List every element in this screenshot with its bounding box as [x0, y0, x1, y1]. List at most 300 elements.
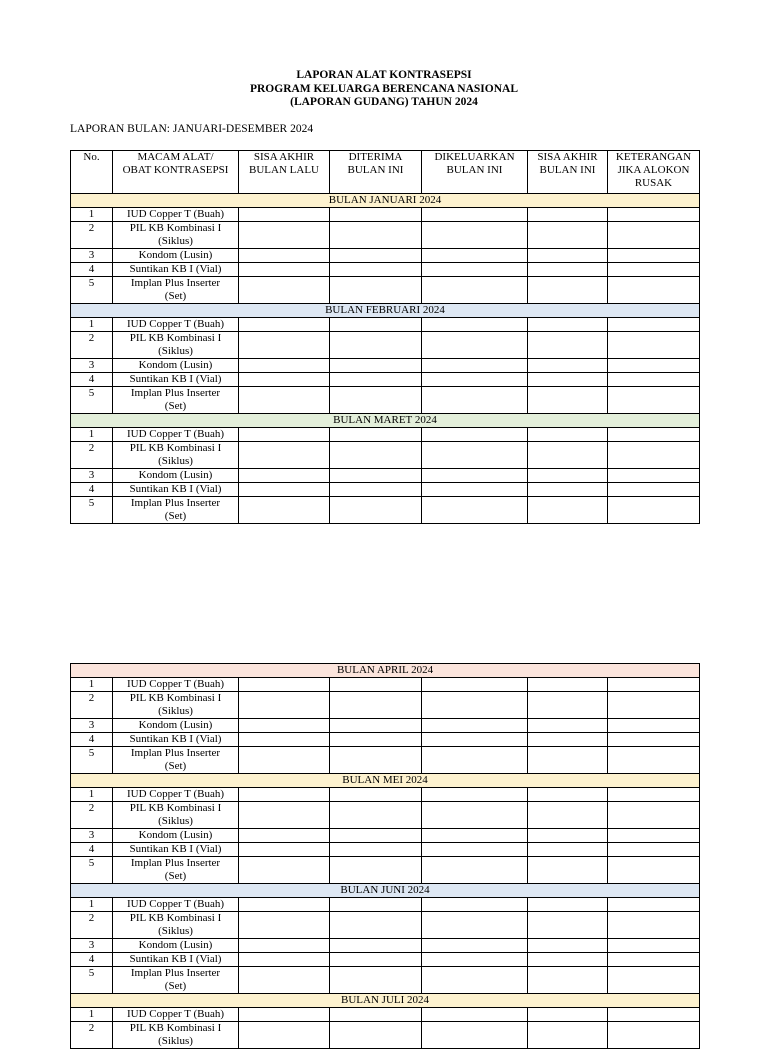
table-row — [71, 733, 700, 747]
item-name-line: Implan Plus Inserter — [130, 387, 221, 399]
item-number: 1 — [71, 788, 113, 802]
sisa-lalu-cell[interactable] — [239, 263, 330, 277]
month-section-row — [71, 414, 700, 428]
keterangan-cell[interactable] — [608, 857, 700, 884]
header-diterima-line: BULAN INI — [347, 164, 404, 176]
dikeluarkan-cell[interactable] — [422, 692, 528, 719]
item-name — [113, 373, 239, 387]
item-name-line: Suntikan KB I (Vial) — [129, 373, 222, 385]
header-sisa-ini-line: BULAN INI — [539, 164, 596, 176]
table-row — [71, 497, 700, 524]
diterima-cell[interactable] — [330, 912, 422, 939]
dikeluarkan-cell[interactable] — [422, 442, 528, 469]
item-number: 3 — [71, 939, 113, 953]
header-macam — [113, 151, 239, 194]
diterima-cell[interactable] — [330, 692, 422, 719]
sisa-lalu-cell[interactable] — [239, 1008, 330, 1022]
sisa-lalu-cell[interactable] — [239, 678, 330, 692]
item-name-line: (Siklus) — [158, 235, 193, 247]
dikeluarkan-cell[interactable] — [422, 719, 528, 733]
item-number: 4 — [71, 953, 113, 967]
item-name — [113, 332, 239, 359]
dikeluarkan-cell[interactable] — [422, 843, 528, 857]
item-name — [113, 249, 239, 263]
header-row — [71, 151, 700, 194]
item-name-line: PIL KB Kombinasi I — [129, 442, 222, 454]
sisa-ini-cell[interactable] — [528, 263, 608, 277]
sisa-ini-cell[interactable] — [528, 788, 608, 802]
sisa-ini-cell[interactable] — [528, 483, 608, 497]
header-dikeluarkan-line: BULAN INI — [446, 164, 503, 176]
month-label: BULAN JANUARI 2024 — [71, 194, 700, 208]
sisa-ini-cell[interactable] — [528, 857, 608, 884]
sisa-lalu-cell[interactable] — [239, 788, 330, 802]
item-number: 2 — [71, 1022, 113, 1049]
sisa-ini-cell[interactable] — [528, 1008, 608, 1022]
diterima-cell[interactable] — [330, 843, 422, 857]
diterima-cell[interactable] — [330, 939, 422, 953]
item-number: 2 — [71, 692, 113, 719]
diterima-cell[interactable] — [330, 208, 422, 222]
sisa-lalu-cell[interactable] — [239, 222, 330, 249]
item-name-line: Kondom (Lusin) — [138, 939, 213, 951]
sisa-ini-cell[interactable] — [528, 733, 608, 747]
item-number: 2 — [71, 802, 113, 829]
table-row — [71, 857, 700, 884]
sisa-lalu-cell[interactable] — [239, 208, 330, 222]
keterangan-cell[interactable] — [608, 359, 700, 373]
item-number: 3 — [71, 359, 113, 373]
header-sisa-lalu-line: SISA AKHIR — [253, 151, 315, 163]
item-name — [113, 843, 239, 857]
keterangan-cell[interactable] — [608, 387, 700, 414]
diterima-cell[interactable] — [330, 249, 422, 263]
header-dikeluarkan-line: DIKELUARKAN — [434, 151, 515, 163]
item-name — [113, 208, 239, 222]
keterangan-cell[interactable] — [608, 469, 700, 483]
item-number: 2 — [71, 222, 113, 249]
diterima-cell[interactable] — [330, 263, 422, 277]
table-row — [71, 442, 700, 469]
item-number: 5 — [71, 277, 113, 304]
keterangan-cell[interactable] — [608, 692, 700, 719]
sisa-ini-cell[interactable] — [528, 277, 608, 304]
dikeluarkan-cell[interactable] — [422, 967, 528, 994]
keterangan-cell[interactable] — [608, 483, 700, 497]
keterangan-cell[interactable] — [608, 719, 700, 733]
keterangan-cell[interactable] — [608, 843, 700, 857]
item-number: 2 — [71, 332, 113, 359]
item-number: 2 — [71, 912, 113, 939]
diterima-cell[interactable] — [330, 857, 422, 884]
item-name-line: IUD Copper T (Buah) — [126, 208, 225, 220]
item-name — [113, 263, 239, 277]
keterangan-cell[interactable] — [608, 678, 700, 692]
item-number: 3 — [71, 829, 113, 843]
item-number: 2 — [71, 442, 113, 469]
sisa-lalu-cell[interactable] — [239, 359, 330, 373]
item-name-line: Implan Plus Inserter — [130, 277, 221, 289]
sisa-lalu-cell[interactable] — [239, 857, 330, 884]
month-section-row — [71, 194, 700, 208]
table-row — [71, 802, 700, 829]
item-name-line: (Siklus) — [158, 705, 193, 717]
sisa-ini-cell[interactable] — [528, 373, 608, 387]
report-table-2 — [70, 663, 700, 1049]
sisa-ini-cell[interactable] — [528, 359, 608, 373]
item-name-line: (Set) — [164, 980, 187, 992]
item-name — [113, 442, 239, 469]
sisa-lalu-cell[interactable] — [239, 428, 330, 442]
item-name-line: IUD Copper T (Buah) — [126, 1008, 225, 1020]
sisa-ini-cell[interactable] — [528, 829, 608, 843]
keterangan-cell[interactable] — [608, 953, 700, 967]
dikeluarkan-cell[interactable] — [422, 1022, 528, 1049]
sisa-ini-cell[interactable] — [528, 802, 608, 829]
sisa-ini-cell[interactable] — [528, 387, 608, 414]
dikeluarkan-cell[interactable] — [422, 249, 528, 263]
item-name — [113, 733, 239, 747]
sisa-lalu-cell[interactable] — [239, 939, 330, 953]
sisa-ini-cell[interactable] — [528, 678, 608, 692]
dikeluarkan-cell[interactable] — [422, 277, 528, 304]
item-number: 3 — [71, 249, 113, 263]
keterangan-cell[interactable] — [608, 497, 700, 524]
header-sisa-lalu-line: BULAN LALU — [249, 164, 319, 176]
sisa-ini-cell[interactable] — [528, 967, 608, 994]
sisa-lalu-cell[interactable] — [239, 843, 330, 857]
item-number: 4 — [71, 263, 113, 277]
diterima-cell[interactable] — [330, 1022, 422, 1049]
dikeluarkan-cell[interactable] — [422, 802, 528, 829]
keterangan-cell[interactable] — [608, 208, 700, 222]
item-name-line: Kondom (Lusin) — [138, 829, 213, 841]
sisa-ini-cell[interactable] — [528, 898, 608, 912]
keterangan-cell[interactable] — [608, 733, 700, 747]
table-row — [71, 843, 700, 857]
title-line-2: PROGRAM KELUARGA BERENCANA NASIONAL — [249, 82, 519, 95]
sisa-lalu-cell[interactable] — [239, 1022, 330, 1049]
diterima-cell[interactable] — [330, 387, 422, 414]
keterangan-cell[interactable] — [608, 1022, 700, 1049]
diterima-cell[interactable] — [330, 483, 422, 497]
table-row — [71, 692, 700, 719]
table-row — [71, 483, 700, 497]
sisa-lalu-cell[interactable] — [239, 747, 330, 774]
table-row — [71, 469, 700, 483]
keterangan-cell[interactable] — [608, 802, 700, 829]
item-name — [113, 953, 239, 967]
header-keterangan-line: KETERANGAN — [615, 151, 692, 163]
sisa-lalu-cell[interactable] — [239, 692, 330, 719]
table-row — [71, 387, 700, 414]
item-name — [113, 829, 239, 843]
sisa-lalu-cell[interactable] — [239, 249, 330, 263]
sisa-ini-cell[interactable] — [528, 249, 608, 263]
keterangan-cell[interactable] — [608, 898, 700, 912]
sisa-ini-cell[interactable] — [528, 912, 608, 939]
sisa-ini-cell[interactable] — [528, 692, 608, 719]
diterima-cell[interactable] — [330, 373, 422, 387]
diterima-cell[interactable] — [330, 733, 422, 747]
sisa-lalu-cell[interactable] — [239, 829, 330, 843]
diterima-cell[interactable] — [330, 497, 422, 524]
sisa-lalu-cell[interactable] — [239, 719, 330, 733]
header-dikeluarkan — [422, 151, 528, 194]
keterangan-cell[interactable] — [608, 222, 700, 249]
sisa-lalu-cell[interactable] — [239, 373, 330, 387]
table-row — [71, 332, 700, 359]
item-name-line: PIL KB Kombinasi I — [129, 1022, 222, 1034]
item-number: 1 — [71, 318, 113, 332]
dikeluarkan-cell[interactable] — [422, 912, 528, 939]
item-name-line: Suntikan KB I (Vial) — [129, 953, 222, 965]
item-name-line: PIL KB Kombinasi I — [129, 912, 222, 924]
diterima-cell[interactable] — [330, 967, 422, 994]
item-name-line: IUD Copper T (Buah) — [126, 428, 225, 440]
sisa-lalu-cell[interactable] — [239, 497, 330, 524]
dikeluarkan-cell[interactable] — [422, 483, 528, 497]
dikeluarkan-cell[interactable] — [422, 387, 528, 414]
item-name — [113, 857, 239, 884]
item-number: 3 — [71, 469, 113, 483]
table-row — [71, 318, 700, 332]
dikeluarkan-cell[interactable] — [422, 318, 528, 332]
item-name-line: Implan Plus Inserter — [130, 497, 221, 509]
sisa-lalu-cell[interactable] — [239, 469, 330, 483]
diterima-cell[interactable] — [330, 747, 422, 774]
sisa-ini-cell[interactable] — [528, 222, 608, 249]
keterangan-cell[interactable] — [608, 829, 700, 843]
dikeluarkan-cell[interactable] — [422, 428, 528, 442]
item-name — [113, 497, 239, 524]
item-name-line: PIL KB Kombinasi I — [129, 692, 222, 704]
keterangan-cell[interactable] — [608, 967, 700, 994]
report-period: LAPORAN BULAN: JANUARI-DESEMBER 2024 — [70, 123, 314, 135]
item-name — [113, 359, 239, 373]
item-name — [113, 967, 239, 994]
item-name-line: Suntikan KB I (Vial) — [129, 263, 222, 275]
month-section-row — [71, 884, 700, 898]
header-sisa-ini-line: SISA AKHIR — [537, 151, 598, 163]
keterangan-cell[interactable] — [608, 318, 700, 332]
table-row — [71, 1008, 700, 1022]
item-name-line: PIL KB Kombinasi I — [129, 222, 222, 234]
keterangan-cell[interactable] — [608, 332, 700, 359]
dikeluarkan-cell[interactable] — [422, 829, 528, 843]
item-name-line: Kondom (Lusin) — [138, 469, 213, 481]
month-label: BULAN APRIL 2024 — [71, 664, 700, 678]
dikeluarkan-cell[interactable] — [422, 939, 528, 953]
item-name — [113, 747, 239, 774]
dikeluarkan-cell[interactable] — [422, 497, 528, 524]
item-name — [113, 318, 239, 332]
dikeluarkan-cell[interactable] — [422, 332, 528, 359]
table-row — [71, 898, 700, 912]
dikeluarkan-cell[interactable] — [422, 373, 528, 387]
sisa-lalu-cell[interactable] — [239, 277, 330, 304]
month-label: BULAN JUNI 2024 — [71, 884, 700, 898]
keterangan-cell[interactable] — [608, 747, 700, 774]
item-name — [113, 939, 239, 953]
report-title — [0, 69, 768, 110]
diterima-cell[interactable] — [330, 318, 422, 332]
diterima-cell[interactable] — [330, 222, 422, 249]
item-name — [113, 692, 239, 719]
sisa-ini-cell[interactable] — [528, 497, 608, 524]
sisa-lalu-cell[interactable] — [239, 442, 330, 469]
sisa-ini-cell[interactable] — [528, 953, 608, 967]
dikeluarkan-cell[interactable] — [422, 263, 528, 277]
sisa-ini-cell[interactable] — [528, 719, 608, 733]
sisa-ini-cell[interactable] — [528, 428, 608, 442]
dikeluarkan-cell[interactable] — [422, 469, 528, 483]
keterangan-cell[interactable] — [608, 939, 700, 953]
diterima-cell[interactable] — [330, 277, 422, 304]
diterima-cell[interactable] — [330, 898, 422, 912]
diterima-cell[interactable] — [330, 428, 422, 442]
table-row — [71, 953, 700, 967]
item-name-line: PIL KB Kombinasi I — [129, 802, 222, 814]
header-diterima — [330, 151, 422, 194]
keterangan-cell[interactable] — [608, 428, 700, 442]
item-name-line: (Set) — [164, 870, 187, 882]
header-macam-line: OBAT KONTRASEPSI — [122, 164, 229, 176]
sisa-lalu-cell[interactable] — [239, 967, 330, 994]
table-row — [71, 719, 700, 733]
item-name-line: (Siklus) — [158, 345, 193, 357]
month-section-row — [71, 304, 700, 318]
item-name-line: (Set) — [164, 760, 187, 772]
keterangan-cell[interactable] — [608, 277, 700, 304]
item-name — [113, 802, 239, 829]
item-name-line: (Siklus) — [158, 815, 193, 827]
item-number: 5 — [71, 387, 113, 414]
dikeluarkan-cell[interactable] — [422, 208, 528, 222]
item-name-line: (Siklus) — [158, 455, 193, 467]
sisa-ini-cell[interactable] — [528, 1022, 608, 1049]
month-label: BULAN MEI 2024 — [71, 774, 700, 788]
diterima-cell[interactable] — [330, 719, 422, 733]
sisa-ini-cell[interactable] — [528, 747, 608, 774]
keterangan-cell[interactable] — [608, 912, 700, 939]
item-name-line: Implan Plus Inserter — [130, 967, 221, 979]
item-number: 4 — [71, 483, 113, 497]
sisa-lalu-cell[interactable] — [239, 318, 330, 332]
dikeluarkan-cell[interactable] — [422, 222, 528, 249]
item-name — [113, 912, 239, 939]
month-label: BULAN MARET 2024 — [71, 414, 700, 428]
keterangan-cell[interactable] — [608, 373, 700, 387]
diterima-cell[interactable] — [330, 332, 422, 359]
dikeluarkan-cell[interactable] — [422, 678, 528, 692]
month-section-row — [71, 994, 700, 1008]
header-keterangan-line: RUSAK — [634, 177, 673, 189]
table-row — [71, 1022, 700, 1049]
month-section-row — [71, 774, 700, 788]
sisa-lalu-cell[interactable] — [239, 733, 330, 747]
keterangan-cell[interactable] — [608, 1008, 700, 1022]
keterangan-cell[interactable] — [608, 249, 700, 263]
item-name-line: Suntikan KB I (Vial) — [129, 483, 222, 495]
header-diterima-line: DITERIMA — [348, 151, 403, 163]
sisa-lalu-cell[interactable] — [239, 387, 330, 414]
dikeluarkan-cell[interactable] — [422, 857, 528, 884]
header-macam-line: MACAM ALAT/ — [137, 151, 214, 163]
diterima-cell[interactable] — [330, 802, 422, 829]
item-number: 5 — [71, 747, 113, 774]
dikeluarkan-cell[interactable] — [422, 359, 528, 373]
diterima-cell[interactable] — [330, 469, 422, 483]
diterima-cell[interactable] — [330, 788, 422, 802]
sisa-ini-cell[interactable] — [528, 318, 608, 332]
diterima-cell[interactable] — [330, 1008, 422, 1022]
sisa-ini-cell[interactable] — [528, 939, 608, 953]
item-name — [113, 222, 239, 249]
sisa-ini-cell[interactable] — [528, 332, 608, 359]
sisa-ini-cell[interactable] — [528, 469, 608, 483]
item-name — [113, 469, 239, 483]
sisa-ini-cell[interactable] — [528, 442, 608, 469]
sisa-ini-cell[interactable] — [528, 208, 608, 222]
diterima-cell[interactable] — [330, 953, 422, 967]
keterangan-cell[interactable] — [608, 263, 700, 277]
diterima-cell[interactable] — [330, 829, 422, 843]
item-number: 5 — [71, 967, 113, 994]
sisa-lalu-cell[interactable] — [239, 483, 330, 497]
dikeluarkan-cell[interactable] — [422, 747, 528, 774]
item-name-line: IUD Copper T (Buah) — [126, 898, 225, 910]
sisa-lalu-cell[interactable] — [239, 912, 330, 939]
month-label: BULAN FEBRUARI 2024 — [71, 304, 700, 318]
dikeluarkan-cell[interactable] — [422, 953, 528, 967]
item-name-line: Kondom (Lusin) — [138, 249, 213, 261]
table-row — [71, 678, 700, 692]
sisa-lalu-cell[interactable] — [239, 953, 330, 967]
dikeluarkan-cell[interactable] — [422, 898, 528, 912]
table-row — [71, 788, 700, 802]
sisa-lalu-cell[interactable] — [239, 802, 330, 829]
item-name-line: IUD Copper T (Buah) — [126, 318, 225, 330]
keterangan-cell[interactable] — [608, 788, 700, 802]
header-keterangan — [608, 151, 700, 194]
keterangan-cell[interactable] — [608, 442, 700, 469]
dikeluarkan-cell[interactable] — [422, 788, 528, 802]
sisa-ini-cell[interactable] — [528, 843, 608, 857]
month-label: BULAN JULI 2024 — [71, 994, 700, 1008]
diterima-cell[interactable] — [330, 678, 422, 692]
dikeluarkan-cell[interactable] — [422, 1008, 528, 1022]
table-row — [71, 939, 700, 953]
item-name-line: Kondom (Lusin) — [138, 359, 213, 371]
item-number: 1 — [71, 898, 113, 912]
item-number: 5 — [71, 497, 113, 524]
header-sisa-ini — [528, 151, 608, 194]
sisa-lalu-cell[interactable] — [239, 332, 330, 359]
item-name-line: Suntikan KB I (Vial) — [129, 733, 222, 745]
diterima-cell[interactable] — [330, 359, 422, 373]
diterima-cell[interactable] — [330, 442, 422, 469]
item-name — [113, 788, 239, 802]
table-row — [71, 428, 700, 442]
item-name-line: Implan Plus Inserter — [130, 857, 221, 869]
dikeluarkan-cell[interactable] — [422, 733, 528, 747]
item-number: 1 — [71, 428, 113, 442]
sisa-lalu-cell[interactable] — [239, 898, 330, 912]
month-section-row — [71, 664, 700, 678]
item-name-line: (Set) — [164, 290, 187, 302]
report-table-1 — [70, 150, 700, 524]
